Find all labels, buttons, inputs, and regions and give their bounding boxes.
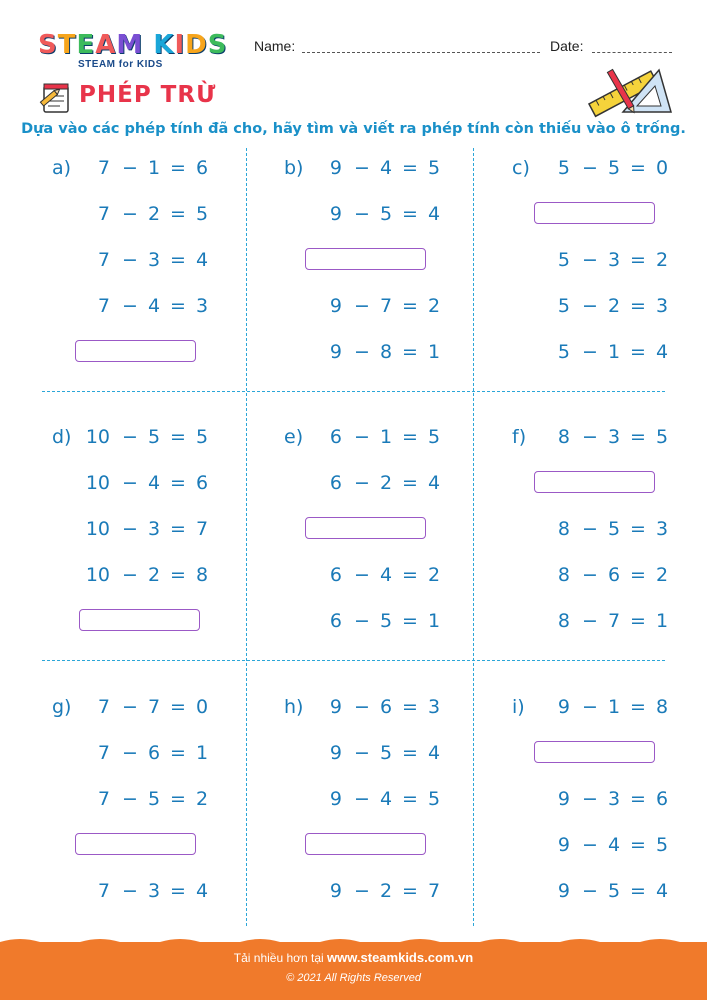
minuend: 9: [557, 788, 570, 810]
equals-sign: =: [170, 249, 186, 271]
minuend: 6: [329, 426, 342, 448]
minuend: 10: [85, 426, 110, 448]
difference: 5: [195, 426, 209, 448]
equals-sign: =: [630, 696, 646, 718]
difference: 3: [655, 518, 669, 540]
difference: 4: [195, 880, 209, 902]
footer-download-text: [0, 950, 707, 965]
difference: 0: [655, 157, 669, 179]
difference: 4: [195, 249, 209, 271]
subtrahend: 7: [607, 610, 621, 632]
equals-sign: =: [630, 518, 646, 540]
minuend: 10: [85, 518, 110, 540]
equals-sign: =: [402, 696, 418, 718]
minus-sign: −: [354, 426, 370, 448]
minuend: 9: [557, 880, 570, 902]
difference: 5: [195, 203, 209, 225]
difference: 6: [655, 788, 669, 810]
minuend: 6: [329, 610, 342, 632]
footer-prefix: Tải nhiều hơn tại: [233, 951, 324, 965]
answer-blank-box[interactable]: [75, 833, 196, 855]
minus-sign: −: [354, 696, 370, 718]
difference: 0: [195, 696, 209, 718]
difference: 8: [195, 564, 209, 586]
minus-sign: −: [122, 472, 138, 494]
minus-sign: −: [582, 426, 598, 448]
subtrahend: 6: [147, 742, 161, 764]
date-label: Date:: [550, 38, 584, 54]
minuend: 9: [329, 341, 342, 363]
equals-sign: =: [170, 203, 186, 225]
equals-sign: =: [630, 610, 646, 632]
minus-sign: −: [122, 426, 138, 448]
equals-sign: =: [402, 564, 418, 586]
equals-sign: =: [170, 472, 186, 494]
minus-sign: −: [582, 610, 598, 632]
subtrahend: 3: [147, 249, 161, 271]
minus-sign: −: [354, 742, 370, 764]
minus-sign: −: [122, 157, 138, 179]
equals-sign: =: [630, 564, 646, 586]
minuend: 7: [97, 696, 110, 718]
minuend: 9: [329, 742, 342, 764]
minuend: 5: [557, 295, 570, 317]
minus-sign: −: [582, 157, 598, 179]
difference: 7: [195, 518, 209, 540]
minus-sign: −: [122, 295, 138, 317]
difference: 5: [655, 834, 669, 856]
difference: 2: [427, 295, 441, 317]
answer-blank-box[interactable]: [305, 248, 426, 270]
difference: 1: [427, 610, 441, 632]
difference: 3: [427, 696, 441, 718]
equals-sign: =: [170, 564, 186, 586]
equals-sign: =: [630, 157, 646, 179]
subtrahend: 4: [379, 564, 393, 586]
minus-sign: −: [582, 834, 598, 856]
problem-letter: g): [52, 696, 72, 718]
minus-sign: −: [122, 696, 138, 718]
logo-title: [38, 30, 227, 60]
minus-sign: −: [122, 742, 138, 764]
difference: 5: [655, 426, 669, 448]
problem-letter: b): [284, 157, 304, 179]
equals-sign: =: [630, 426, 646, 448]
equals-sign: =: [402, 472, 418, 494]
equals-sign: =: [630, 249, 646, 271]
subtrahend: 5: [147, 426, 161, 448]
subtrahend: 3: [607, 426, 621, 448]
minuend: 8: [557, 610, 570, 632]
difference: 4: [655, 341, 669, 363]
row-divider-top: [42, 391, 665, 392]
minus-sign: −: [582, 788, 598, 810]
difference: 2: [655, 564, 669, 586]
equals-sign: =: [170, 295, 186, 317]
logo-subtitle: STEAM for KIDS: [78, 59, 163, 70]
steam-kids-logo: [38, 30, 238, 72]
difference: 1: [195, 742, 209, 764]
subtrahend: 5: [379, 610, 393, 632]
difference: 4: [427, 742, 441, 764]
equals-sign: =: [402, 341, 418, 363]
equals-sign: =: [402, 610, 418, 632]
equals-sign: =: [402, 295, 418, 317]
subtrahend: 5: [607, 157, 621, 179]
equals-sign: =: [402, 426, 418, 448]
answer-blank-box[interactable]: [305, 833, 426, 855]
minuend: 9: [557, 834, 570, 856]
difference: 5: [427, 157, 441, 179]
minus-sign: −: [354, 295, 370, 317]
equals-sign: =: [170, 518, 186, 540]
minuend: 8: [557, 426, 570, 448]
logo-letters: STEAM KIDS: [38, 30, 228, 60]
equals-sign: =: [402, 742, 418, 764]
minuend: 9: [329, 295, 342, 317]
subtrahend: 7: [147, 696, 161, 718]
minuend: 9: [329, 880, 342, 902]
minus-sign: −: [122, 564, 138, 586]
column-divider-right: [473, 148, 474, 926]
difference: 8: [655, 696, 669, 718]
difference: 4: [427, 472, 441, 494]
subtrahend: 7: [379, 295, 393, 317]
problem-letter: f): [512, 426, 527, 448]
instruction-text: Dựa vào các phép tính đã cho, hãy tìm và viết ra phép tính còn thiếu vào ô trống.: [21, 121, 686, 137]
minus-sign: −: [354, 203, 370, 225]
minuend: 7: [97, 880, 110, 902]
subtrahend: 4: [379, 788, 393, 810]
minus-sign: −: [354, 564, 370, 586]
name-field[interactable]: [302, 52, 540, 53]
difference: 2: [195, 788, 209, 810]
difference: 1: [427, 341, 441, 363]
problem-letter: e): [284, 426, 304, 448]
subtrahend: 5: [607, 880, 621, 902]
difference: 3: [655, 295, 669, 317]
minus-sign: −: [582, 564, 598, 586]
difference: 3: [195, 295, 209, 317]
minuend: 9: [329, 696, 342, 718]
date-field[interactable]: [592, 52, 672, 53]
difference: 6: [195, 472, 209, 494]
subtrahend: 4: [607, 834, 621, 856]
difference: 5: [427, 426, 441, 448]
minus-sign: −: [122, 880, 138, 902]
minuend: 5: [557, 341, 570, 363]
minuend: 8: [557, 518, 570, 540]
minuend: 7: [97, 788, 110, 810]
minuend: 5: [557, 157, 570, 179]
subtrahend: 2: [379, 880, 393, 902]
minus-sign: −: [354, 472, 370, 494]
subtrahend: 3: [607, 249, 621, 271]
minuend: 7: [97, 295, 110, 317]
minuend: 7: [97, 203, 110, 225]
answer-blank-box[interactable]: [534, 741, 655, 763]
subtrahend: 2: [147, 203, 161, 225]
minus-sign: −: [354, 788, 370, 810]
minus-sign: −: [354, 157, 370, 179]
answer-blank-box[interactable]: [79, 609, 200, 631]
equals-sign: =: [630, 788, 646, 810]
equals-sign: =: [170, 696, 186, 718]
section-title: PHÉP TRỪ: [79, 82, 217, 108]
equals-sign: =: [630, 834, 646, 856]
equals-sign: =: [170, 880, 186, 902]
subtrahend: 2: [147, 564, 161, 586]
minus-sign: −: [582, 880, 598, 902]
minus-sign: −: [354, 610, 370, 632]
equals-sign: =: [402, 157, 418, 179]
minus-sign: −: [582, 341, 598, 363]
subtrahend: 5: [147, 788, 161, 810]
equals-sign: =: [402, 880, 418, 902]
subtrahend: 1: [607, 696, 621, 718]
minus-sign: −: [354, 341, 370, 363]
subtrahend: 4: [147, 472, 161, 494]
subtrahend: 8: [379, 341, 393, 363]
difference: 7: [427, 880, 441, 902]
answer-blank-box[interactable]: [534, 202, 655, 224]
difference: 4: [655, 880, 669, 902]
ruler-triangle-pencil-icon: [585, 60, 675, 120]
minuend: 7: [97, 157, 110, 179]
minuend: 10: [85, 564, 110, 586]
subtrahend: 5: [607, 518, 621, 540]
minus-sign: −: [582, 295, 598, 317]
answer-blank-box[interactable]: [305, 517, 426, 539]
difference: 6: [195, 157, 209, 179]
equals-sign: =: [630, 295, 646, 317]
difference: 5: [427, 788, 441, 810]
equals-sign: =: [402, 203, 418, 225]
minus-sign: −: [122, 249, 138, 271]
subtrahend: 5: [379, 203, 393, 225]
minuend: 5: [557, 249, 570, 271]
subtrahend: 1: [607, 341, 621, 363]
problem-letter: c): [512, 157, 530, 179]
problem-letter: d): [52, 426, 72, 448]
subtrahend: 2: [607, 295, 621, 317]
subtrahend: 4: [147, 295, 161, 317]
subtrahend: 6: [607, 564, 621, 586]
equals-sign: =: [630, 341, 646, 363]
notepad-pencil-icon: [38, 80, 72, 114]
subtrahend: 2: [379, 472, 393, 494]
minus-sign: −: [582, 696, 598, 718]
minuend: 10: [85, 472, 110, 494]
subtrahend: 1: [147, 157, 161, 179]
minus-sign: −: [122, 518, 138, 540]
equals-sign: =: [170, 742, 186, 764]
difference: 1: [655, 610, 669, 632]
problem-letter: h): [284, 696, 304, 718]
minuend: 6: [329, 564, 342, 586]
equals-sign: =: [402, 788, 418, 810]
minuend: 7: [97, 742, 110, 764]
minuend: 9: [329, 788, 342, 810]
minuend: 8: [557, 564, 570, 586]
problem-letter: a): [52, 157, 72, 179]
difference: 2: [427, 564, 441, 586]
footer-website-link[interactable]: www.steamkids.com.vn: [327, 950, 474, 965]
minuend: 6: [329, 472, 342, 494]
subtrahend: 6: [379, 696, 393, 718]
footer-copyright: © 2021 All Rights Reserved: [286, 972, 421, 984]
minus-sign: −: [122, 203, 138, 225]
minus-sign: −: [354, 880, 370, 902]
equals-sign: =: [170, 426, 186, 448]
minuend: 9: [329, 203, 342, 225]
name-label: Name:: [254, 38, 296, 54]
answer-blank-box[interactable]: [75, 340, 196, 362]
subtrahend: 3: [607, 788, 621, 810]
subtrahend: 1: [379, 426, 393, 448]
subtrahend: 4: [379, 157, 393, 179]
minus-sign: −: [582, 249, 598, 271]
subtrahend: 3: [147, 880, 161, 902]
difference: 2: [655, 249, 669, 271]
equals-sign: =: [170, 157, 186, 179]
answer-blank-box[interactable]: [534, 471, 655, 493]
subtrahend: 3: [147, 518, 161, 540]
row-divider-bottom: [42, 660, 665, 661]
minus-sign: −: [122, 788, 138, 810]
minuend: 9: [557, 696, 570, 718]
minus-sign: −: [582, 518, 598, 540]
minuend: 9: [329, 157, 342, 179]
column-divider-left: [246, 148, 247, 926]
equals-sign: =: [630, 880, 646, 902]
minuend: 7: [97, 249, 110, 271]
difference: 4: [427, 203, 441, 225]
subtrahend: 5: [379, 742, 393, 764]
equals-sign: =: [170, 788, 186, 810]
problem-letter: i): [512, 696, 525, 718]
